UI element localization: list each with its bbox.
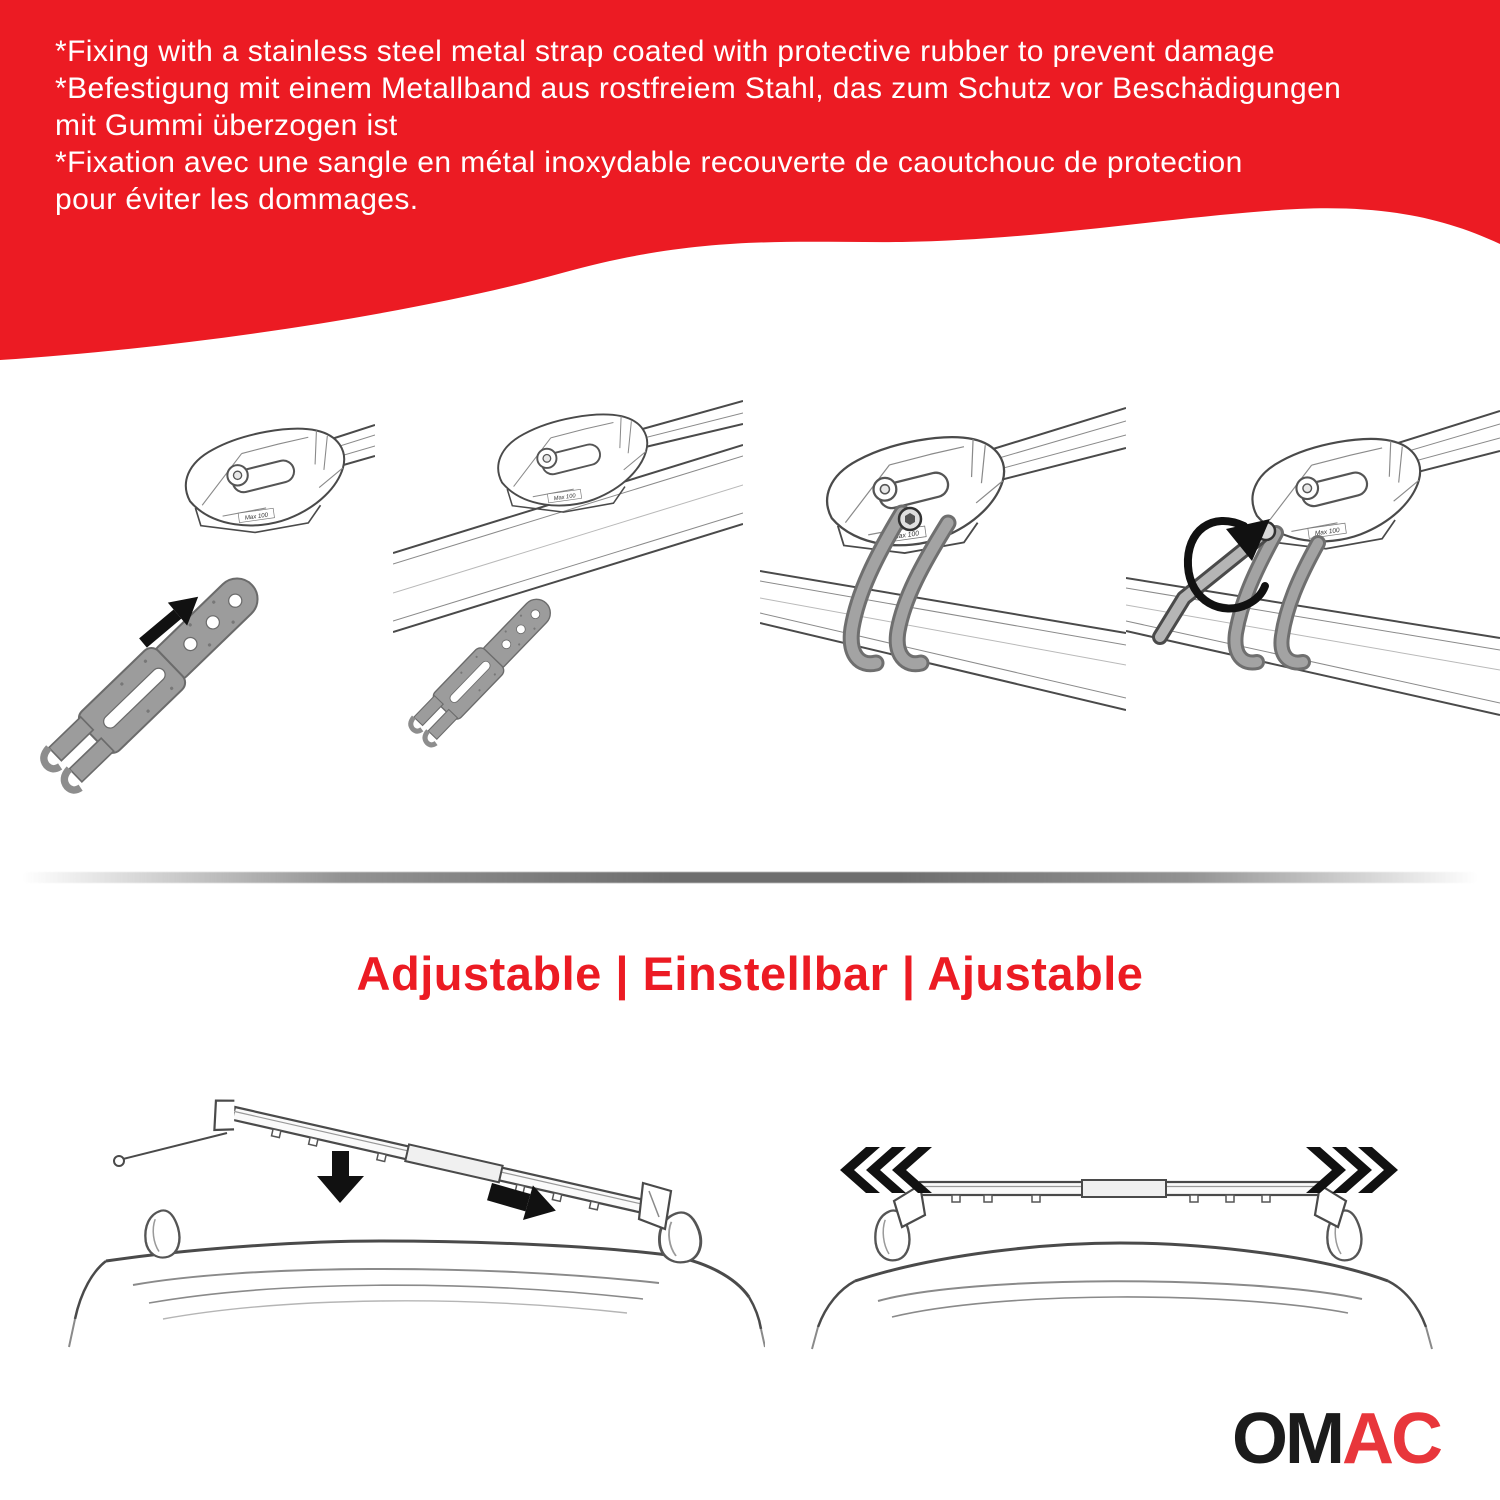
step-4-diagram <box>1126 393 1500 856</box>
omac-logo-om: OM <box>1232 1399 1342 1479</box>
omac-logo-ac: AC <box>1341 1399 1440 1479</box>
car-roof-front-view <box>69 1241 765 1347</box>
roof-rail <box>760 571 1126 710</box>
banner-line-fr1: *Fixation avec une sangle en métal inoxydable recouverte de caoutchouc de protection <box>55 146 1243 179</box>
crossbar-angled <box>114 1097 671 1229</box>
banner-line-de1: *Befestigung mit einem Metallband aus rostfreiem Stahl, das zum Schutz vor Beschädigungen <box>55 72 1342 105</box>
step-3-diagram <box>760 393 1126 856</box>
banner-line-en: *Fixing with a stainless steel metal strap coated with protective rubber to prevent damage <box>55 35 1275 68</box>
installation-steps-row <box>0 393 1500 853</box>
section-divider <box>22 872 1478 883</box>
banner-line-de2: mit Gummi überzogen ist <box>55 109 398 142</box>
banner-line-fr2: pour éviter les dommages. <box>55 183 419 216</box>
right-adjust-chevrons-icon <box>1306 1147 1398 1193</box>
step-1-diagram <box>25 393 375 856</box>
adjustable-heading: Adjustable | Einstellbar | Ajustable <box>356 947 1144 1000</box>
banner-text <box>55 33 1475 218</box>
step-2-diagram <box>393 393 743 856</box>
omac-logo <box>1232 1399 1440 1479</box>
crossbar-width-adjustment-diagram <box>770 1085 1470 1385</box>
crossbar-placement-diagram <box>45 1085 765 1385</box>
clamp-bolt <box>899 508 921 530</box>
down-arrow-icon <box>317 1151 364 1203</box>
crossbar-horizontal <box>894 1180 1346 1227</box>
left-adjust-chevrons-icon <box>840 1147 932 1193</box>
